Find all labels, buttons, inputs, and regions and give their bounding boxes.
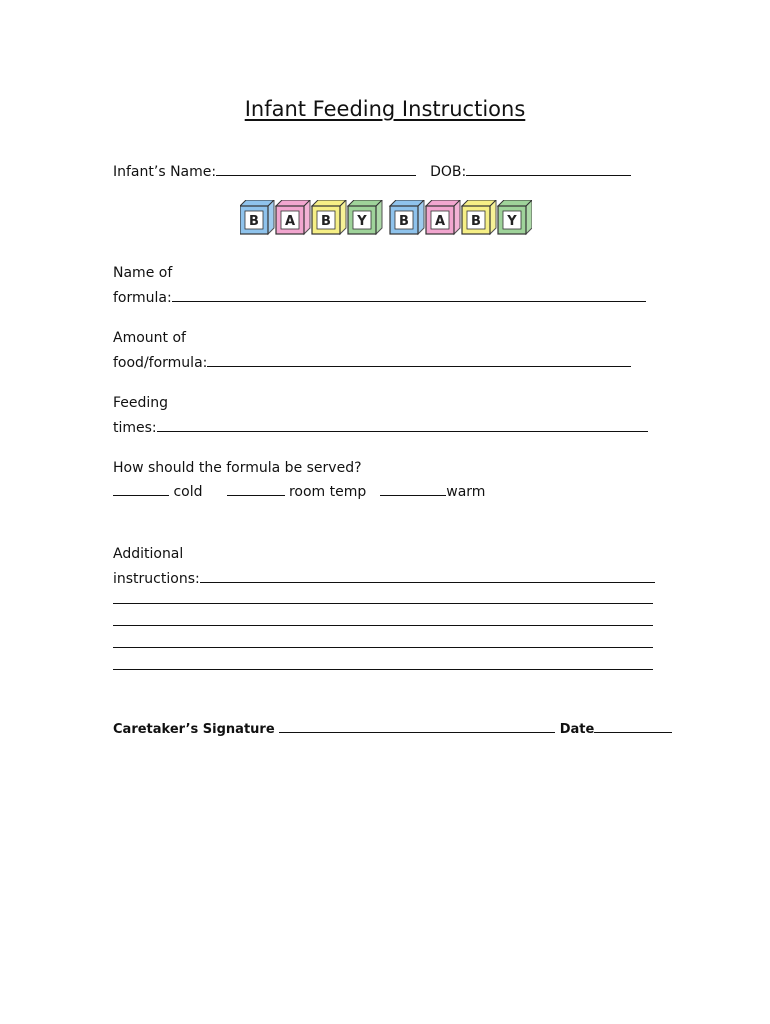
baby-block-letter: A (434, 214, 446, 229)
additional-field[interactable] (200, 568, 655, 583)
baby-block-letter: A (284, 214, 296, 229)
amount-label-2: food/formula: (113, 355, 208, 371)
baby-block-letter: Y (357, 214, 367, 229)
baby-blocks-logo (240, 200, 532, 244)
baby-block-6 (426, 200, 460, 234)
infant-name-field[interactable] (216, 161, 416, 176)
additional-line-3[interactable] (113, 625, 653, 626)
baby-block-letter: B (471, 214, 481, 229)
room-temp-label: room temp (288, 484, 367, 500)
formula-label-2: formula: (113, 290, 172, 306)
baby-block-4 (348, 200, 382, 234)
cold-label: cold (173, 484, 203, 500)
signature-row (113, 718, 672, 739)
served-question: How should the formula be served? (113, 460, 362, 476)
additional-row (113, 568, 655, 588)
dob-field[interactable] (466, 161, 631, 176)
dob-label: DOB: (430, 164, 467, 180)
infant-name-row (113, 161, 631, 181)
page-title: Infant Feeding Instructions (244, 97, 526, 121)
baby-block-8 (498, 200, 532, 234)
feeding-label-1: Feeding (113, 395, 169, 411)
baby-block-1 (240, 200, 274, 234)
feeding-label-2: times: (113, 420, 157, 436)
additional-label-2: instructions: (113, 571, 200, 587)
formula-row (113, 287, 646, 307)
formula-label-1: Name of (113, 265, 173, 281)
baby-block-letter: B (321, 214, 331, 229)
room-temp-field[interactable] (227, 481, 285, 496)
baby-block-2 (276, 200, 310, 234)
baby-block-letter: B (399, 214, 409, 229)
additional-label-1: Additional (113, 546, 184, 562)
caretaker-signature-label: Caretaker’s Signature (113, 722, 275, 737)
baby-block-letter: Y (507, 214, 517, 229)
baby-block-7 (462, 200, 496, 234)
feeding-row (113, 417, 648, 437)
baby-block-letter: B (249, 214, 259, 229)
infant-name-label: Infant’s Name: (113, 164, 217, 180)
formula-field[interactable] (172, 287, 646, 302)
warm-label: warm (446, 484, 486, 500)
date-label: Date (559, 722, 595, 737)
served-options (113, 481, 485, 501)
cold-field[interactable] (113, 481, 169, 496)
baby-block-5 (390, 200, 424, 234)
caretaker-signature-field[interactable] (279, 718, 555, 733)
additional-line-2[interactable] (113, 603, 653, 604)
additional-line-5[interactable] (113, 669, 653, 670)
amount-label-1: Amount of (113, 330, 186, 346)
amount-field[interactable] (207, 352, 631, 367)
amount-row (113, 352, 631, 372)
additional-line-4[interactable] (113, 647, 653, 648)
warm-field[interactable] (380, 481, 446, 496)
date-field[interactable] (594, 718, 672, 733)
baby-block-3 (312, 200, 346, 234)
feeding-field[interactable] (157, 417, 648, 432)
